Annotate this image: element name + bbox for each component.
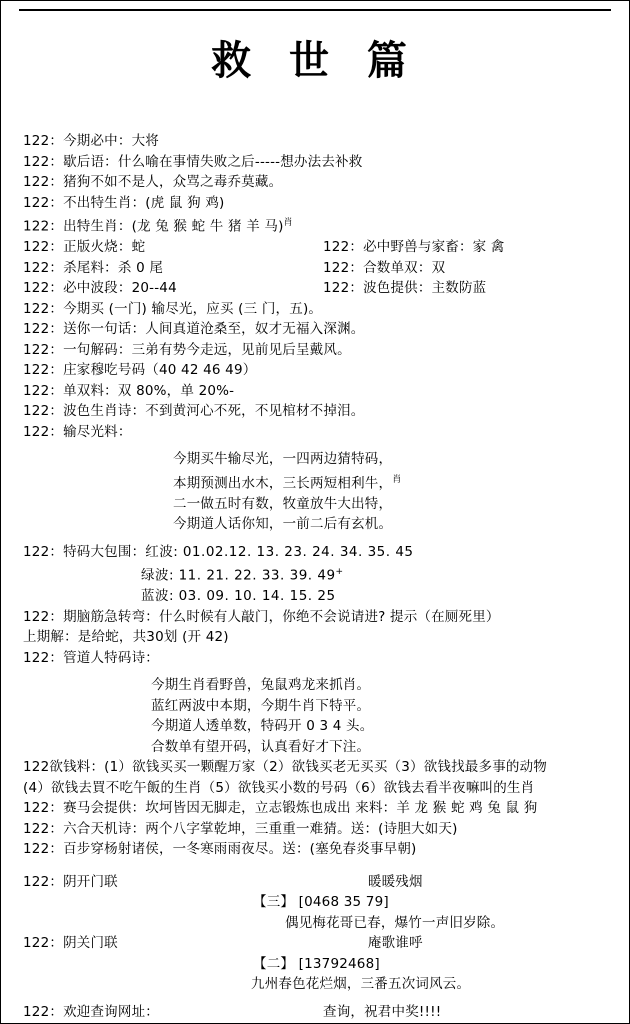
line-label: 122： (23, 543, 64, 560)
line-label: 122： (23, 321, 64, 337)
special-range-codes: 01.02.12. 13. 23. 24. 34. 35. 45 (182, 543, 414, 560)
poem-text: 今期道人话你知，一前二后有玄机。 (173, 516, 393, 532)
line-label: 122： (23, 280, 64, 296)
text-line (23, 627, 615, 648)
line-label: 122： (23, 259, 64, 276)
line-label: 122： (23, 935, 64, 951)
poem-text: 今期买牛输尽光，一四两边猜特码， (173, 451, 393, 467)
line-label-right: 122： (323, 259, 364, 276)
text-line (23, 360, 615, 381)
line-text: 出特生肖：(龙 兔 猴 蛇 牛 猪 羊 马) (63, 218, 284, 235)
line-label: 122： (23, 153, 64, 170)
line-text-right: 合数单双：双 (363, 259, 446, 276)
special-range-codes: 11. 21. 22. 33. 39. 49 (178, 567, 336, 584)
line-text: 单双料：双 80%，单 20%- (63, 382, 235, 399)
top-rule (19, 9, 611, 11)
special-range-superscript: + (335, 567, 344, 577)
poem-superscript: 肖 (392, 474, 402, 485)
special-range-row (23, 586, 615, 607)
line-text: 必中波段：20--44 (63, 280, 177, 296)
couplet-text (23, 913, 615, 934)
couplet-text (23, 974, 615, 995)
line-text: 送你一句话：人间真道沧桑至，奴才无福入深渊。 (63, 321, 365, 337)
poem-text: 二一做五时有数，牧童放牛大出特， (173, 495, 393, 512)
line-label: 122： (23, 194, 64, 211)
footer-left (23, 1002, 323, 1023)
poem-line (23, 494, 615, 515)
line-label: 122： (23, 1003, 64, 1020)
poem-text: 蓝红两波中本期，今期牛肖下特平。 (151, 697, 371, 714)
line-label: 122： (23, 820, 64, 837)
text-line (23, 757, 615, 778)
line-left (23, 258, 323, 279)
text-line (23, 819, 615, 840)
poem-line (23, 737, 615, 758)
text-line-two-column (23, 258, 615, 279)
line-text: 波色生肖诗：不到黄河心不死，不见棺材不掉泪。 (63, 403, 365, 419)
couplet-title: 阴开门联 (63, 873, 118, 890)
line-text: 今期必中：大将 (63, 133, 159, 149)
text-line (23, 131, 615, 152)
text-line (23, 422, 615, 443)
poem-text: 本期预测出水木，三长两短相利牛， (173, 475, 393, 491)
spacer (23, 995, 615, 1002)
poem-text: 今期道人透单数，特码开 0 3 4 头。 (151, 718, 374, 734)
line-text: 输尽光料： (63, 423, 132, 440)
poem-text: 今期生肖看野兽，兔鼠鸡龙来抓肖。 (151, 677, 371, 693)
line-text: 六合天机诗：两个八字掌乾坤，三重重一难猜。送：(诗胆大如天) (63, 820, 458, 837)
poem-line (23, 470, 615, 494)
couplet-bracket: 【三】 (253, 894, 295, 910)
line-text: 杀尾料：杀 0 尾 (63, 259, 164, 276)
line-text: 歇后语：什么喻在事情失败之后-----想办法去补救 (63, 153, 363, 170)
line-label-right: 122： (323, 239, 364, 255)
couplet-numbers (23, 892, 615, 913)
text-line (23, 381, 615, 402)
line-text: 猪狗不如不是人，众骂之毒乔莫藏。 (63, 174, 283, 190)
line-label: 122： (23, 649, 64, 666)
page-title: 救 世 篇 (211, 37, 419, 84)
line-left (23, 237, 323, 258)
line-text: 正版火烧：蛇 (63, 239, 146, 255)
text-line (23, 213, 615, 237)
line-right (323, 278, 486, 299)
line-label: 122： (23, 382, 64, 399)
text-line (23, 401, 615, 422)
couplet-text-value: 九州春色花烂烟，三番五次词风云。 (251, 976, 471, 992)
special-range-name: 绿波: (141, 567, 175, 584)
line-label: 122： (23, 362, 64, 378)
poem-line (23, 696, 615, 717)
text-line (23, 648, 615, 669)
couplet-heading (23, 933, 615, 954)
spacer (23, 860, 615, 872)
poem-line (23, 716, 615, 737)
text-line (23, 340, 615, 361)
line-label-right: 122： (323, 280, 364, 296)
line-label: 122： (23, 608, 64, 625)
special-range-name: 蓝波: (141, 588, 175, 604)
text-line (23, 839, 615, 860)
line-text: 欲钱料：(1）欲钱买买一颗醒万家（2）欲钱买老无买买（3）欲钱找最多事的动物 (49, 759, 548, 775)
line-label: 122： (23, 800, 64, 816)
line-left (23, 278, 323, 299)
special-range-title: 特码大包围： (63, 543, 146, 560)
line-label: 122： (23, 300, 64, 317)
line-label: 122： (23, 174, 64, 190)
text-line (23, 607, 615, 628)
line-text: 不出特生肖：(虎 鼠 狗 鸡) (63, 194, 225, 211)
spacer (23, 668, 615, 675)
line-superscript: 肖 (283, 218, 293, 228)
line-text: 百步穿杨射诸侯，一冬寒雨雨夜尽。送：(塞免春炎事早朝) (63, 841, 417, 857)
footer-text: 欢迎查询网址： (63, 1003, 159, 1020)
couplet-heading (23, 872, 615, 893)
text-line (23, 152, 615, 173)
text-line-two-column (23, 237, 615, 258)
poem-line (23, 514, 615, 535)
special-range-codes: 03. 09. 10. 14. 15. 25 (178, 588, 336, 604)
line-right (323, 237, 505, 258)
special-range-row (23, 562, 615, 586)
line-text-right: 波色提供：主数防蓝 (363, 280, 487, 296)
spacer (23, 535, 615, 542)
line-text: (4）欲钱去買不吃午飯的生肖（5）欲钱买小数的号码（6）欲钱去看半夜嘛叫的生肖 (23, 779, 535, 796)
text-line (23, 172, 615, 193)
line-label: 122： (23, 239, 64, 255)
line-label: 122： (23, 841, 64, 857)
line-label: 122： (23, 403, 64, 419)
line-text: 上期解：是给蛇，共30划 (开 42) (23, 629, 229, 645)
poem-text: 合数单有望开码，认真看好才下注。 (151, 738, 371, 755)
couplet-text-value: 偶见梅花哥已春，爆竹一声旧岁除。 (285, 914, 505, 931)
couplet-word: 庵歌谁呼 (367, 935, 423, 951)
line-label: 122 (23, 759, 50, 775)
couplet-title: 阴关门联 (63, 935, 118, 951)
text-line (23, 778, 615, 799)
text-line (23, 319, 615, 340)
line-text: 一句解码：三弟有势今走远，见前见后呈戴风。 (63, 341, 351, 358)
text-line-two-column (23, 278, 615, 299)
line-label: 122： (23, 873, 64, 890)
line-label: 122： (23, 423, 64, 440)
line-text-right: 必中野兽与家畜：家 禽 (363, 239, 505, 255)
text-line (23, 193, 615, 214)
couplet-word: 暖暖残烟 (367, 873, 423, 890)
couplet-number-list: [13792468] (298, 955, 380, 972)
line-right (323, 258, 445, 279)
line-text: 赛马会提供：坎坷皆因无脚走，立志锻炼也成出 来料：羊 龙 猴 蛇 鸡 兔 鼠 狗 (63, 800, 538, 816)
couplet-number-list: [0468 35 79] (298, 894, 389, 910)
line-text: 今期买 (一门) 输尽光，应买 (三 门，五)。 (63, 300, 323, 317)
special-range-row (23, 542, 615, 563)
couplet-bracket: 【二】 (253, 955, 295, 972)
text-line (23, 299, 615, 320)
footer-line (23, 1002, 615, 1023)
line-label: 122： (23, 133, 64, 149)
line-label: 122： (23, 218, 64, 235)
poem-line (23, 675, 615, 696)
line-text: 庄家穆吃号码（40 42 46 49） (63, 362, 257, 378)
footer-right: 查询，祝君中奖!!!! (323, 1003, 442, 1020)
line-text: 期脑筋急转弯：什么时候有人敲门，你绝不会说请进? 提示（在厕死里） (63, 608, 500, 625)
text-line (23, 798, 615, 819)
line-label: 122： (23, 341, 64, 358)
spacer (23, 442, 615, 449)
poem-line (23, 449, 615, 470)
document-body (23, 131, 615, 1022)
line-text: 管道人特码诗： (63, 649, 159, 666)
special-range-name: 红波: (145, 543, 179, 560)
couplet-numbers (23, 954, 615, 975)
